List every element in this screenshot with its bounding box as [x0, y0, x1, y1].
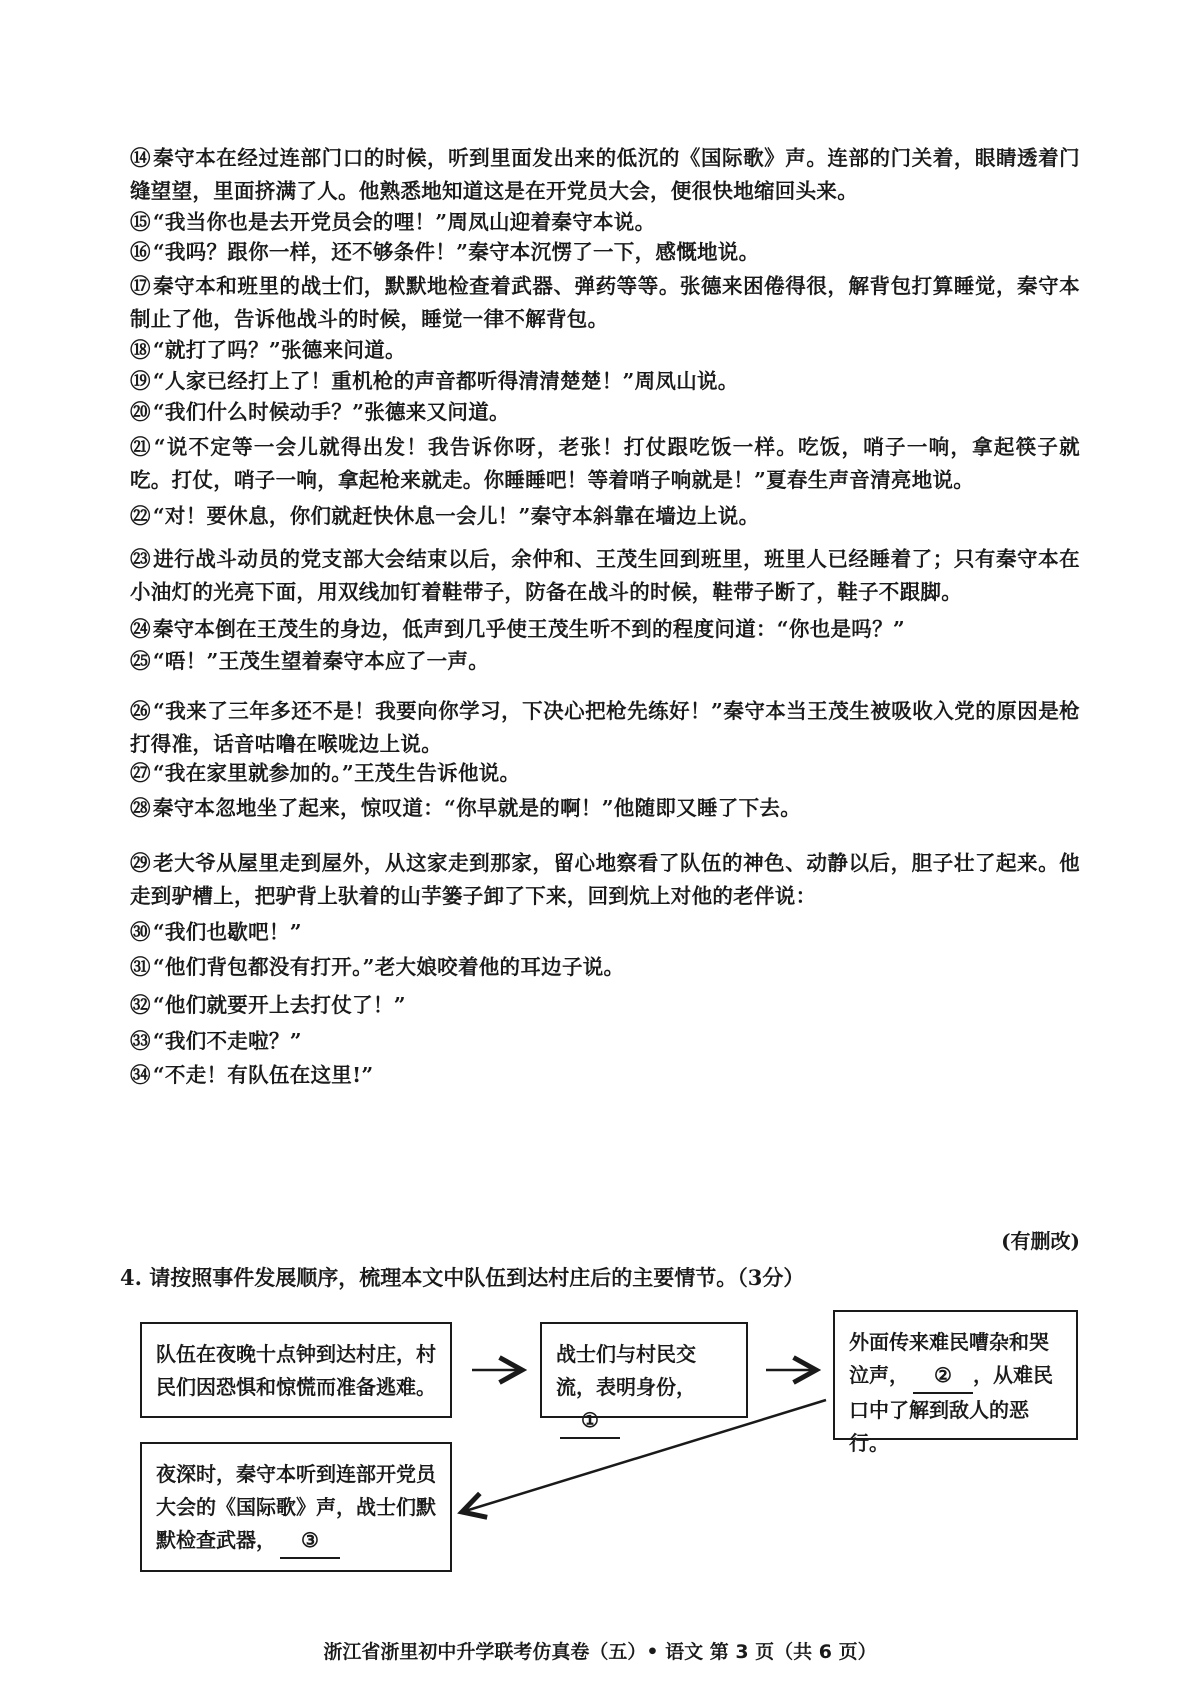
flow-box-3-text-b: ，从难民口中了解到敌人的恶行。 [849, 1363, 1053, 1455]
paragraph-number: ㉜ [130, 993, 151, 1017]
paragraph-number: ㉗ [130, 761, 151, 785]
paragraph-text: 进行战斗动员的党支部大会结束以后，余仲和、王茂生回到班里，班里人已经睡着了；只有秦守本在小油灯的光亮下面，用双线加钉着鞋带子，防备在战斗的时候，鞋带子断了，鞋子不跟脚。 [130, 547, 1080, 604]
answer-blank-1[interactable]: ① [560, 1404, 620, 1439]
paragraph-number: ㉓ [130, 547, 152, 571]
paragraph-text: “我在家里就参加的。”王茂生告诉他说。 [152, 761, 521, 785]
paragraph-number: ⑭ [130, 146, 152, 170]
flow-box-2-text: 战士们与村民交流，表明身份， [556, 1342, 696, 1399]
edit-note: (有删改) [1001, 1229, 1080, 1253]
paragraph-text: “我当你也是去开党员会的哩！”周凤山迎着秦守本说。 [152, 210, 656, 234]
paragraph-number: ⑳ [130, 400, 151, 424]
answer-blank-2[interactable]: ② [913, 1359, 973, 1394]
paragraph-text: 秦守本忽地坐了起来，惊叹道：“你早就是的啊！”他随即又睡了下去。 [152, 796, 801, 820]
paragraph-number: ㉑ [130, 435, 152, 459]
paragraph-number: ⑮ [130, 210, 151, 234]
paragraph-number: ㉔ [130, 617, 151, 641]
answer-blank-3[interactable]: ③ [280, 1524, 340, 1559]
paragraph-number: ㉚ [130, 920, 151, 944]
paragraph-text: “说不定等一会儿就得出发！我告诉你呀，老张！打仗跟吃饭一样。吃饭，哨子一响，拿起筷子就吃。打仗，哨子一响，拿起枪来就走。你睡睡吧！等着哨子响就是！”夏春生声音清亮地说。 [130, 435, 1080, 492]
paragraph-number: ⑯ [130, 240, 151, 264]
paragraph-number: ㉕ [130, 649, 151, 673]
paragraph-text: “就打了吗？”张德来问道。 [152, 338, 406, 362]
paragraph-text: “我们什么时候动手？”张德来又问道。 [152, 400, 510, 424]
paragraph-number: ㉖ [130, 699, 151, 723]
paragraph-number: ㉙ [130, 851, 152, 875]
page-footer: 浙江省浙里初中升学联考仿真卷（五）• 语文 第 3 页（共 6 页） [323, 1641, 877, 1663]
paragraph-text: “我来了三年多还不是！我要向你学习，下决心把枪先练好！”秦守本当王茂生被吸收入党的原因是枪打得准，话音咕噜在喉咙边上说。 [130, 699, 1080, 756]
question-4: 4. 请按照事件发展顺序，梳理本文中队伍到达村庄后的主要情节。（3分） [120, 1265, 805, 1290]
paragraph-text: 老大爷从屋里走到屋外，从这家走到那家，留心地察看了队伍的神色、动静以后，胆子壮了起来。他走到驴槽上，把驴背上驮着的山芋篓子卸了下来，回到炕上对他的老伴说： [130, 851, 1080, 908]
arrow-3-to-4 [462, 1400, 826, 1512]
paragraph-number: ⑱ [130, 338, 151, 362]
paragraph-text: “我吗？跟你一样，还不够条件！”秦守本沉愣了一下，感慨地说。 [152, 240, 760, 264]
paragraph-text: “唔！”王茂生望着秦守本应了一声。 [152, 649, 489, 673]
paragraph-text: 秦守本在经过连部门口的时候，听到里面发出来的低沉的《国际歌》声。连部的门关着，眼睛透着门缝望望，里面挤满了人。他熟悉地知道这是在开党员大会，便很快地缩回头来。 [130, 146, 1080, 203]
flow-box-3-text-a: 外面传来难民嘈杂和哭泣声， [849, 1330, 1049, 1387]
paragraph-text: 秦守本倒在王茂生的身边，低声到几乎使王茂生听不到的程度问道：“你也是吗？” [152, 617, 905, 641]
flow-box-4-text: 夜深时，秦守本听到连部开党员大会的《国际歌》声，战士们默默检查武器， [156, 1462, 436, 1552]
paragraph-number: ㉒ [130, 504, 151, 528]
paragraph-text: “他们背包都没有打开。”老大娘咬着他的耳边子说。 [152, 955, 625, 979]
paragraph-text: “他们就要开上去打仗了！” [152, 993, 406, 1017]
paragraph-text: 秦守本和班里的战士们，默默地检查着武器、弹药等等。张德来困倦得很，解背包打算睡觉，秦守本制止了他，告诉他战斗的时候，睡觉一律不解背包。 [130, 274, 1080, 331]
paragraph-number: ㉛ [130, 955, 151, 979]
paragraph-number: ㉘ [130, 796, 151, 820]
paragraph-text: “我们不走啦？” [152, 1029, 302, 1053]
paragraph-number: ㉞ [130, 1063, 151, 1087]
paragraph-text: “不走！有队伍在这里!” [152, 1063, 374, 1087]
flow-box-1-text: 队伍在夜晚十点钟到达村庄，村民们因恐惧和惊慌而准备逃难。 [156, 1342, 436, 1399]
paragraph-number: ⑲ [130, 369, 151, 393]
paragraph-number: ⑰ [130, 274, 152, 298]
paragraph-number: ㉝ [130, 1029, 151, 1053]
paragraph-text: “人家已经打上了！重机枪的声音都听得清清楚楚！”周凤山说。 [152, 369, 739, 393]
paragraph-text: “我们也歇吧！” [152, 920, 302, 944]
paragraph-text: “对！要休息，你们就赶快休息一会儿！”秦守本斜靠在墙边上说。 [152, 504, 760, 528]
